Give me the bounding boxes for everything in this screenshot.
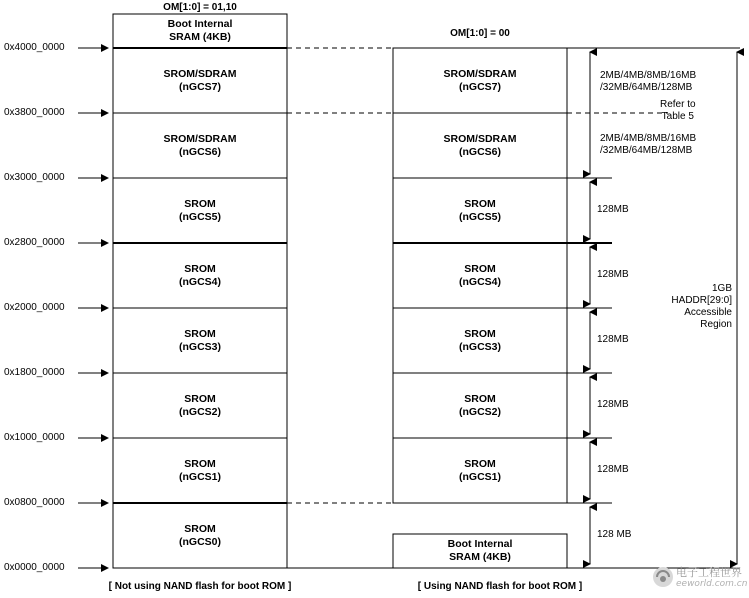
watermark-line1: 电子工程世界 bbox=[676, 566, 742, 579]
refer-line2: Table 5 bbox=[661, 111, 694, 122]
block-line1: SROM bbox=[464, 262, 496, 275]
address-label: 0x3000_0000 bbox=[4, 172, 65, 183]
right-boot-sram-block bbox=[393, 534, 567, 568]
block-line2: (nGCS2) bbox=[459, 405, 501, 418]
address-label: 0x4000_0000 bbox=[4, 42, 65, 53]
total-region-label bbox=[648, 283, 732, 331]
right-bank4-block bbox=[393, 243, 567, 308]
right-bank7-block bbox=[393, 48, 567, 113]
left-bank2-block bbox=[113, 373, 287, 438]
address-label: 0x3800_0000 bbox=[4, 107, 65, 118]
block-line2: (nGCS4) bbox=[179, 275, 221, 288]
left-bank5-block bbox=[113, 178, 287, 243]
block-line2: (nGCS5) bbox=[179, 210, 221, 223]
block-line2: SRAM (4KB) bbox=[449, 551, 511, 563]
watermark-line2: eeworld.com.cn bbox=[676, 579, 748, 589]
refer-table-note bbox=[660, 99, 696, 123]
total-line1: 1GB bbox=[711, 283, 732, 294]
size-line1: 2MB/4MB/8MB/16MB bbox=[600, 133, 697, 144]
left-bank4-block bbox=[113, 243, 287, 308]
left-bank1-block bbox=[113, 438, 287, 503]
block-line1: SROM bbox=[464, 197, 496, 210]
block-line2: (nGCS2) bbox=[179, 405, 221, 418]
address-label: 0x2800_0000 bbox=[4, 237, 65, 248]
bank1-size-label: 128MB bbox=[597, 464, 629, 475]
left-map-header: OM[1:0] = 01,10 bbox=[163, 2, 237, 13]
left-bank7-block bbox=[113, 48, 287, 113]
bank6-size-label bbox=[600, 133, 696, 157]
block-line2: (nGCS6) bbox=[459, 145, 501, 158]
block-line1: SROM bbox=[464, 392, 496, 405]
eeworld-watermark bbox=[652, 560, 746, 594]
right-bank1-block bbox=[393, 438, 567, 503]
bank0-size-label: 128 MB bbox=[597, 529, 632, 540]
block-line1: SROM/SDRAM bbox=[163, 132, 237, 145]
size-line1: 2MB/4MB/8MB/16MB bbox=[600, 70, 697, 81]
address-label: 0x1800_0000 bbox=[4, 367, 65, 378]
block-line1: SROM bbox=[184, 197, 216, 210]
block-line2: (nGCS6) bbox=[179, 145, 221, 158]
block-line2: (nGCS4) bbox=[459, 275, 501, 288]
block-line1: SROM bbox=[184, 392, 216, 405]
bank5-size-label: 128MB bbox=[597, 204, 629, 215]
block-line2: SRAM (4KB) bbox=[169, 31, 231, 43]
right-bank6-block bbox=[393, 113, 567, 178]
left-map-caption: [ Not using NAND flash for boot ROM ] bbox=[108, 581, 292, 592]
right-map-caption: [ Using NAND flash for boot ROM ] bbox=[417, 581, 583, 592]
total-line2: HADDR[29:0] bbox=[671, 295, 732, 306]
block-line1: SROM bbox=[184, 522, 216, 535]
block-line2: (nGCS3) bbox=[179, 340, 221, 353]
block-line2: (nGCS3) bbox=[459, 340, 501, 353]
block-line2: (nGCS7) bbox=[179, 80, 221, 93]
block-line1: SROM/SDRAM bbox=[163, 67, 237, 80]
block-line2: (nGCS1) bbox=[459, 470, 501, 483]
left-bank0-block bbox=[113, 503, 287, 568]
block-line2: (nGCS1) bbox=[179, 470, 221, 483]
block-line1: Boot Internal bbox=[167, 18, 233, 30]
block-line2: (nGCS5) bbox=[459, 210, 501, 223]
address-label: 0x0000_0000 bbox=[4, 562, 65, 573]
bank2-size-label: 128MB bbox=[597, 399, 629, 410]
block-line1: SROM bbox=[464, 457, 496, 470]
block-line1: SROM bbox=[184, 327, 216, 340]
left-bank3-block bbox=[113, 308, 287, 373]
block-line1: SROM/SDRAM bbox=[443, 67, 517, 80]
bank7-size-label bbox=[600, 70, 696, 94]
address-label: 0x2000_0000 bbox=[4, 302, 65, 313]
total-line3: Accessible bbox=[684, 307, 732, 318]
block-line1: SROM/SDRAM bbox=[443, 132, 517, 145]
address-label: 0x0800_0000 bbox=[4, 497, 65, 508]
left-bank6-block bbox=[113, 113, 287, 178]
total-line4: Region bbox=[700, 319, 732, 330]
block-line1: SROM bbox=[184, 457, 216, 470]
right-bank2-block bbox=[393, 373, 567, 438]
block-line2: (nGCS7) bbox=[459, 80, 501, 93]
block-line1: SROM bbox=[184, 262, 216, 275]
right-map-header: OM[1:0] = 00 bbox=[450, 28, 510, 39]
eeworld-logo-icon bbox=[652, 566, 674, 588]
block-line2: (nGCS0) bbox=[179, 535, 221, 548]
address-label: 0x1000_0000 bbox=[4, 432, 65, 443]
block-line1: Boot Internal bbox=[447, 538, 513, 550]
right-bank5-block bbox=[393, 178, 567, 243]
refer-line1: Refer to bbox=[660, 99, 696, 110]
bank3-size-label: 128MB bbox=[597, 334, 629, 345]
size-line2: /32MB/64MB/128MB bbox=[600, 82, 693, 93]
bank4-size-label: 128MB bbox=[597, 269, 629, 280]
size-line2: /32MB/64MB/128MB bbox=[600, 145, 693, 156]
block-line1: SROM bbox=[464, 327, 496, 340]
right-bank3-block bbox=[393, 308, 567, 373]
left-boot-sram-block bbox=[113, 14, 287, 48]
